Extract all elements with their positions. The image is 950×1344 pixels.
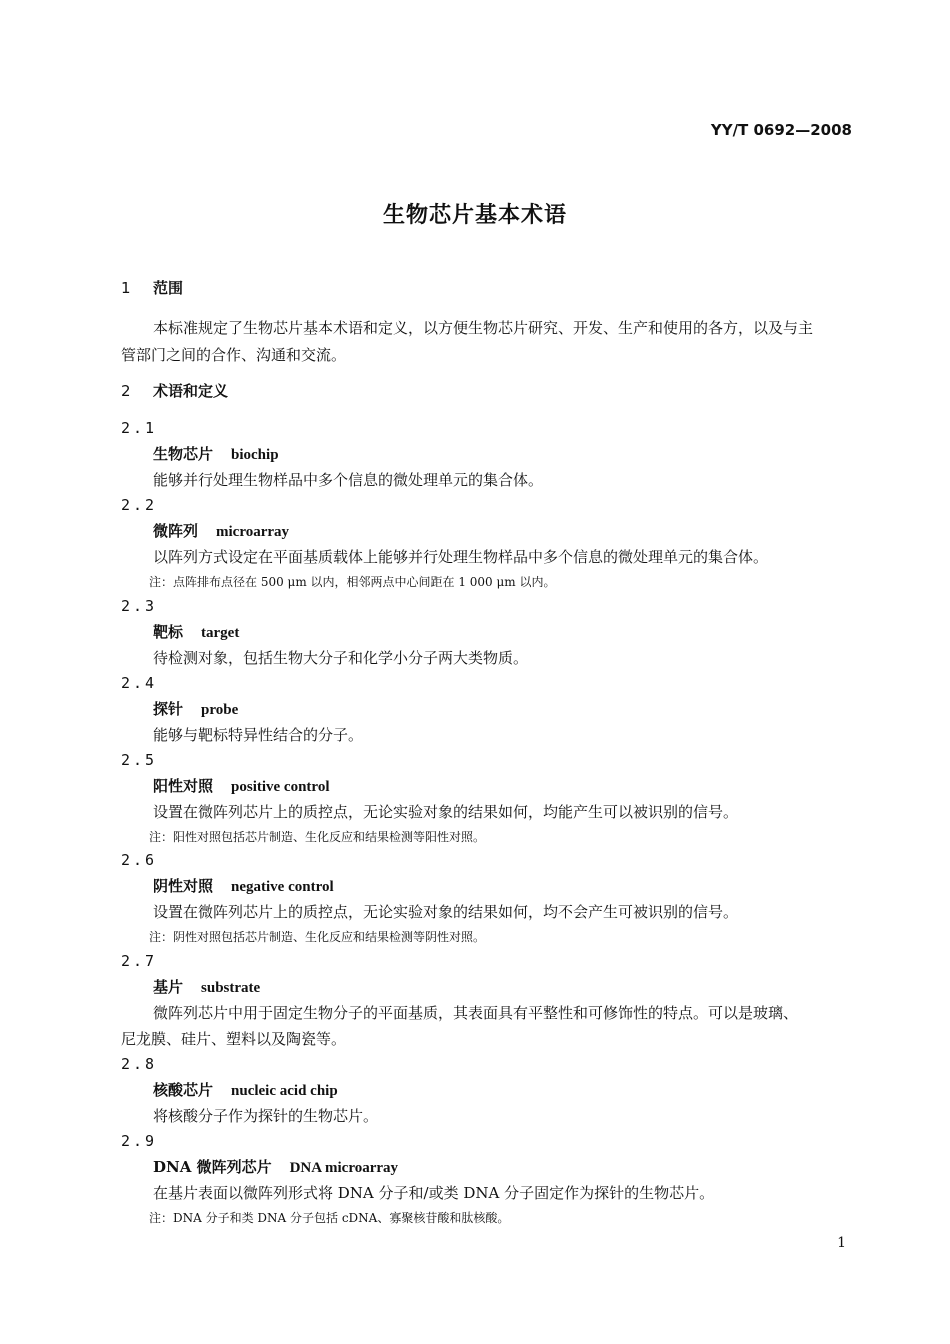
term-definition: 能够与靶标特异性结合的分子。 bbox=[153, 726, 364, 744]
section-heading-terms bbox=[121, 381, 228, 401]
standard-number: YY/T 0692—2008 bbox=[710, 121, 852, 139]
term-definition: 以阵列方式设定在平面基质载体上能够并行处理生物样品中多个信息的微处理单元的集合体。 bbox=[153, 548, 769, 566]
scope-paragraph-line: 本标准规定了生物芯片基本术语和定义，以方便生物芯片研究、开发、生产和使用的各方，以及与主 bbox=[153, 319, 814, 337]
term-english: biochip bbox=[231, 447, 279, 463]
term-english: probe bbox=[201, 702, 239, 718]
term-number: 2.1 bbox=[121, 419, 158, 437]
term-note: 注：DNA 分子和类 DNA 分子包括 cDNA、寡聚核苷酸和肽核酸。 bbox=[149, 1211, 510, 1225]
term-name bbox=[153, 1157, 398, 1178]
section-number: 2 bbox=[121, 382, 131, 400]
term-note: 注：阴性对照包括芯片制造、生化反应和结果检测等阴性对照。 bbox=[149, 930, 486, 944]
term-chinese: 基片 bbox=[153, 978, 184, 996]
section-number: 1 bbox=[121, 279, 131, 297]
term-chinese: 阴性对照 bbox=[153, 877, 214, 895]
term-name bbox=[153, 876, 334, 897]
term-english: negative control bbox=[231, 879, 334, 895]
term-note: 注：阳性对照包括芯片制造、生化反应和结果检测等阳性对照。 bbox=[149, 830, 486, 844]
term-name bbox=[153, 977, 260, 998]
term-chinese: DNA 微阵列芯片 bbox=[153, 1158, 272, 1176]
term-number: 2.5 bbox=[121, 751, 158, 769]
term-number: 2.3 bbox=[121, 597, 158, 615]
term-number: 2.4 bbox=[121, 674, 158, 692]
term-chinese: 阳性对照 bbox=[153, 777, 214, 795]
section-title: 范围 bbox=[153, 279, 184, 297]
term-chinese: 探针 bbox=[153, 700, 184, 718]
section-heading-scope bbox=[121, 278, 183, 298]
term-number: 2.6 bbox=[121, 851, 158, 869]
term-definition: 在基片表面以微阵列形式将 DNA 分子和/或类 DNA 分子固定作为探针的生物芯片。 bbox=[153, 1184, 715, 1202]
term-english: microarray bbox=[216, 524, 290, 540]
term-name bbox=[153, 1080, 338, 1101]
section-title: 术语和定义 bbox=[153, 382, 229, 400]
term-definition-continued: 尼龙膜、硅片、塑料以及陶瓷等。 bbox=[121, 1030, 347, 1048]
term-number: 2.2 bbox=[121, 496, 158, 514]
term-chinese: 核酸芯片 bbox=[153, 1081, 214, 1099]
term-definition: 设置在微阵列芯片上的质控点，无论实验对象的结果如何，均不会产生可被识别的信号。 bbox=[153, 903, 739, 921]
term-name bbox=[153, 622, 239, 643]
term-note: 注：点阵排布点径在 500 μm 以内，相邻两点中心间距在 1 000 μm 以内。 bbox=[149, 575, 556, 589]
term-name bbox=[153, 521, 289, 542]
term-english: substrate bbox=[201, 980, 261, 996]
page-number: 1 bbox=[837, 1235, 846, 1251]
term-number: 2.7 bbox=[121, 952, 158, 970]
document-title: 生物芯片基本术语 bbox=[382, 203, 567, 228]
term-chinese: 靶标 bbox=[153, 623, 184, 641]
term-name bbox=[153, 444, 279, 465]
term-definition: 微阵列芯片中用于固定生物分子的平面基质，其表面具有平整性和可修饰性的特点。可以是玻璃、 bbox=[153, 1004, 799, 1022]
term-english: nucleic acid chip bbox=[231, 1083, 338, 1099]
term-number: 2.8 bbox=[121, 1055, 158, 1073]
term-english: positive control bbox=[231, 779, 330, 795]
term-definition: 设置在微阵列芯片上的质控点，无论实验对象的结果如何，均能产生可以被识别的信号。 bbox=[153, 803, 739, 821]
term-english: DNA microarray bbox=[289, 1160, 399, 1176]
term-definition: 将核酸分子作为探针的生物芯片。 bbox=[153, 1107, 379, 1125]
term-definition: 待检测对象，包括生物大分子和化学小分子两大类物质。 bbox=[153, 649, 529, 667]
term-name bbox=[153, 699, 238, 720]
term-chinese: 生物芯片 bbox=[153, 445, 214, 463]
scope-paragraph-line: 管部门之间的合作、沟通和交流。 bbox=[121, 346, 347, 364]
term-name bbox=[153, 776, 329, 797]
term-number: 2.9 bbox=[121, 1132, 158, 1150]
term-definition: 能够并行处理生物样品中多个信息的微处理单元的集合体。 bbox=[153, 471, 544, 489]
term-english: target bbox=[201, 625, 240, 641]
term-chinese: 微阵列 bbox=[153, 522, 199, 540]
